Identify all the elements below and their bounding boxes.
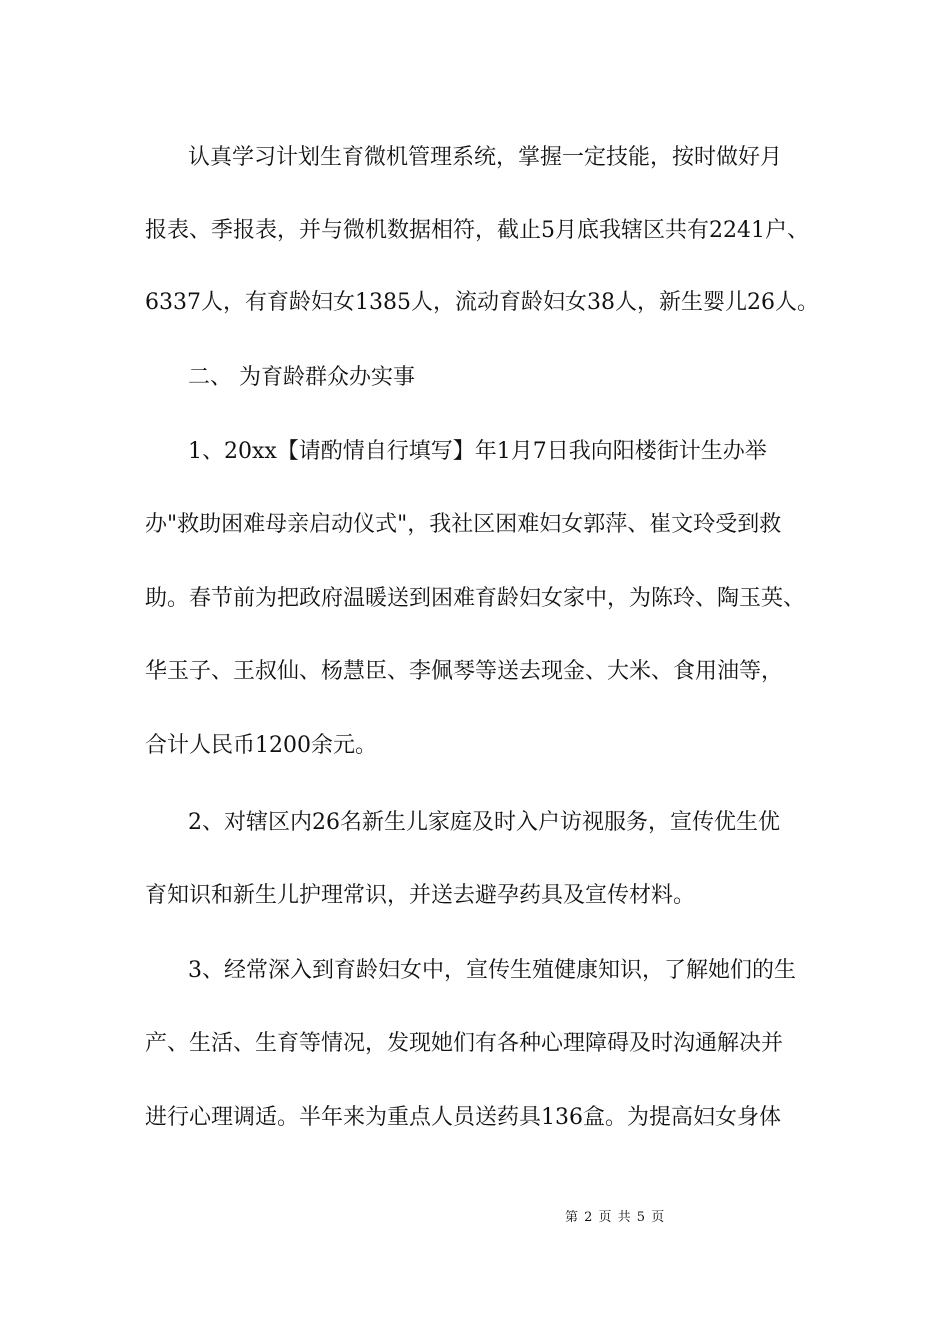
paragraph-line: 1、20xx【请酌情自行填写】年1月7日我向阳楼街计生办举	[188, 439, 767, 464]
paragraph-line: 进行心理调适。半年来为重点人员送药具136盒。为提高妇女身体	[145, 1105, 781, 1130]
page-number-footer: 第 2 页 共 5 页	[565, 1210, 666, 1225]
section-heading: 二、 为育龄群众办实事	[188, 365, 415, 390]
paragraph-line: 合计人民币1200余元。	[145, 733, 377, 758]
paragraph-line: 助。春节前为把政府温暖送到困难育龄妇女家中，为陈玲、陶玉英、	[145, 586, 806, 611]
paragraph-line: 华玉子、王叔仙、杨慧臣、李佩琴等送去现金、大米、食用油等，	[145, 659, 784, 684]
paragraph-line: 办"救助困难母亲启动仪式"，我社区困难妇女郭萍、崔文玲受到救	[145, 512, 782, 537]
paragraph-line: 育知识和新生儿护理常识，并送去避孕药具及宣传材料。	[145, 883, 696, 908]
paragraph-line: 6337人，有育龄妇女1385人，流动育龄妇女38人，新生婴儿26人。	[145, 290, 819, 315]
paragraph-line: 认真学习计划生育微机管理系统，掌握一定技能，按时做好月	[188, 145, 783, 170]
paragraph-line: 报表、季报表，并与微机数据相符，截止5月底我辖区共有2241户、	[145, 218, 809, 243]
paragraph-line: 2、对辖区内26名新生儿家庭及时入户访视服务，宣传优生优	[188, 810, 780, 835]
paragraph-line: 3、经常深入到育龄妇女中，宣传生殖健康知识，了解她们的生	[188, 958, 796, 983]
paragraph-line: 产、生活、生育等情况，发现她们有各种心理障碍及时沟通解决并	[145, 1031, 784, 1056]
